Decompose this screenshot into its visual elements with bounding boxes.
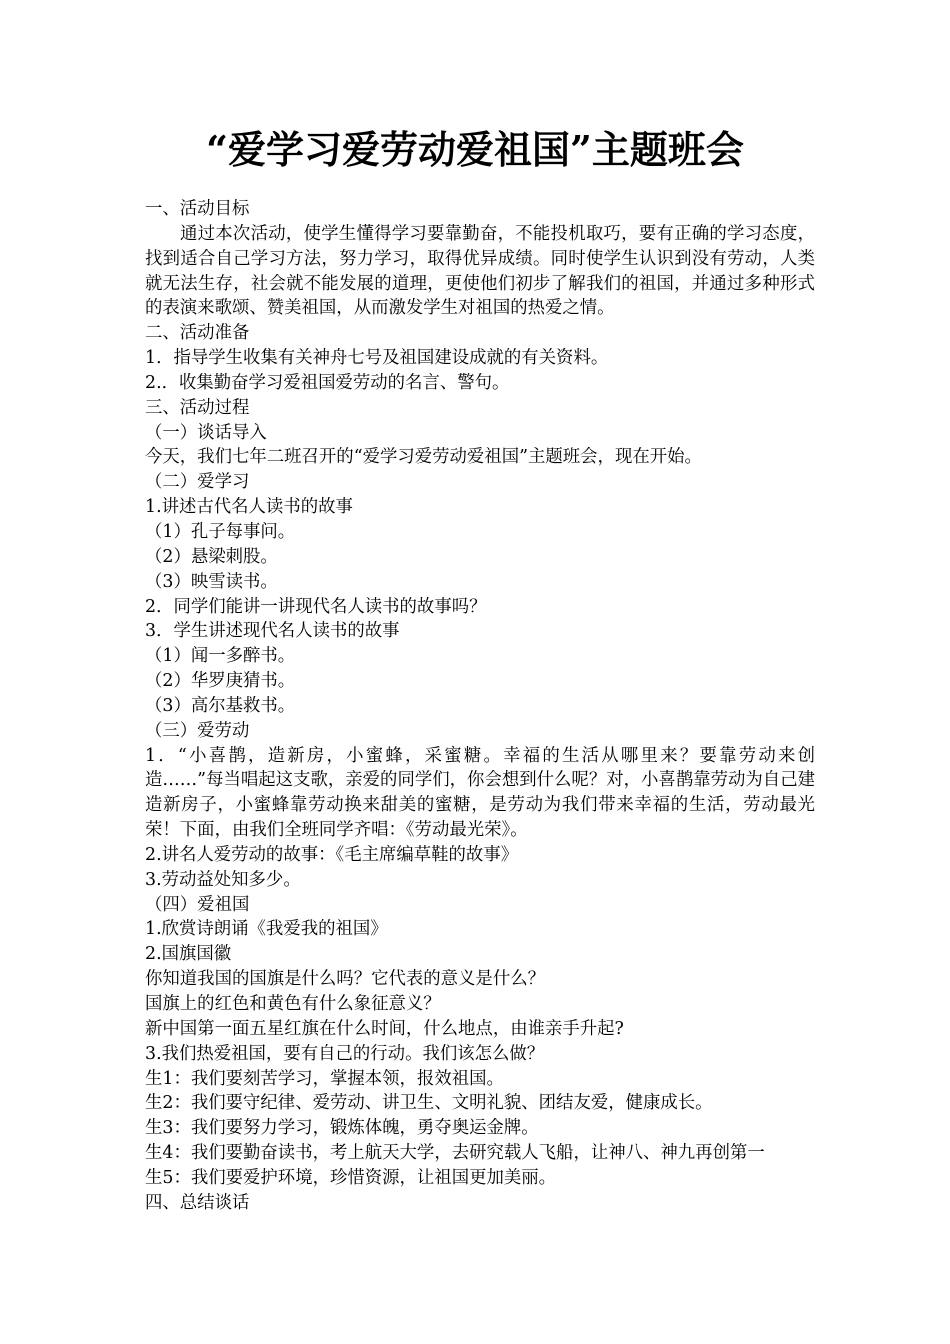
- list-item: （1）闻一多醉书。: [145, 646, 296, 667]
- subsection-heading: （四）爱祖国: [145, 894, 250, 915]
- list-item: 3．学生讲述现代名人读书的故事: [145, 621, 400, 642]
- student-answer: 生5：我们要爱护环境，珍惜资源，让祖国更加美丽。: [145, 1167, 557, 1188]
- subsection-heading: （二）爱学习: [145, 472, 250, 493]
- list-item: 2．同学们能讲一讲现代名人读书的故事吗？: [145, 596, 487, 617]
- student-answer: 生4：我们要勤奋读书，考上航天大学，去研究载人飞船，让神八、神九再创第一: [145, 1143, 765, 1164]
- section-heading: 一、活动目标: [145, 199, 250, 219]
- list-item: （3）高尔基救书。: [145, 695, 296, 716]
- section-heading: 二、活动准备: [145, 323, 250, 344]
- student-answer: 生1：我们要刻苦学习，掌握本领，报效祖国。: [145, 1068, 504, 1089]
- subsection-heading: （一）谈话导入: [145, 422, 267, 443]
- text-line: 今天，我们七年二班召开的“爱学习爱劳动爱祖国”主题班会，现在开始。: [145, 447, 702, 468]
- document-body: [145, 197, 815, 1216]
- list-item: 2.．收集勤奋学习爱祖国爱劳动的名言、警句。: [145, 372, 510, 393]
- list-item: 1．指导学生收集有关神舟七号及祖国建设成就的有关资料。: [145, 348, 609, 369]
- list-item: 3.我们热爱祖国，要有自己的行动。我们该怎么做？: [145, 1043, 545, 1064]
- list-item: 1.欣赏诗朗诵《我爱我的祖国》: [145, 919, 388, 940]
- text-line: 国旗上的红色和黄色有什么象征意义？: [145, 994, 441, 1014]
- list-item: （2）华罗庚猜书。: [145, 671, 296, 692]
- text-line: 新中国第一面五星红旗在什么时间，什么地点，由谁亲手升起?: [145, 1018, 624, 1039]
- list-item: 3.劳动益处知多少。: [145, 869, 301, 890]
- student-answer: 生3：我们要努力学习，锻炼体魄，勇夺奥运金牌。: [145, 1118, 539, 1139]
- paragraph-labor: 1．“小喜鹊，造新房，小蜜蜂，采蜜糖。幸福的生活从哪里来？要靠劳动来创造……”每当唱起这支歌，亲爱的同学们，你会想到什么呢？对，小喜鹊靠劳动为自己建造新房子，小蜜蜂靠劳动换来甜美的蜜糖，是劳动为我们带来幸福的生活，劳动最光荣！下面，由我们全班同学齐唱：《劳动最光荣》。: [145, 745, 815, 841]
- text-line: 你知道我国的国旗是什么吗？它代表的意义是什么？: [145, 969, 545, 990]
- section-heading: 三、活动过程: [145, 397, 250, 418]
- list-item: 2.讲名人爱劳动的故事：《毛主席编草鞋的故事》: [145, 844, 519, 865]
- subsection-heading: （三）爱劳动: [145, 720, 250, 741]
- document-title: “爱学习爱劳动爱祖国”主题班会: [206, 127, 744, 172]
- list-item: 1.讲述古代名人读书的故事: [145, 497, 353, 518]
- list-item: （1）孔子每事问。: [145, 521, 296, 542]
- student-answer: 生2：我们要守纪律、爱劳动、讲卫生、文明礼貌、团结友爱，健康成长。: [145, 1093, 713, 1114]
- paragraph-goals: 通过本次活动，使学生懂得学习要靠勤奋，不能投机取巧，要有正确的学习态度，找到适合自己学习方法，努力学习，取得优异成绩。同时使学生认识到没有劳动，人类就无法生存，社会就不能发展的道理，更使他们初步了解我们的祖国，并通过多种形式的表演来歌颂、赞美祖国，从而激发学生对祖国的热爱之情。: [145, 223, 815, 319]
- section-heading: 四、总结谈话: [145, 1192, 250, 1213]
- list-item: 2.国旗国徽: [145, 944, 232, 965]
- list-item: （3）映雪读书。: [145, 571, 278, 592]
- list-item: （2）悬梁刺股。: [145, 546, 278, 567]
